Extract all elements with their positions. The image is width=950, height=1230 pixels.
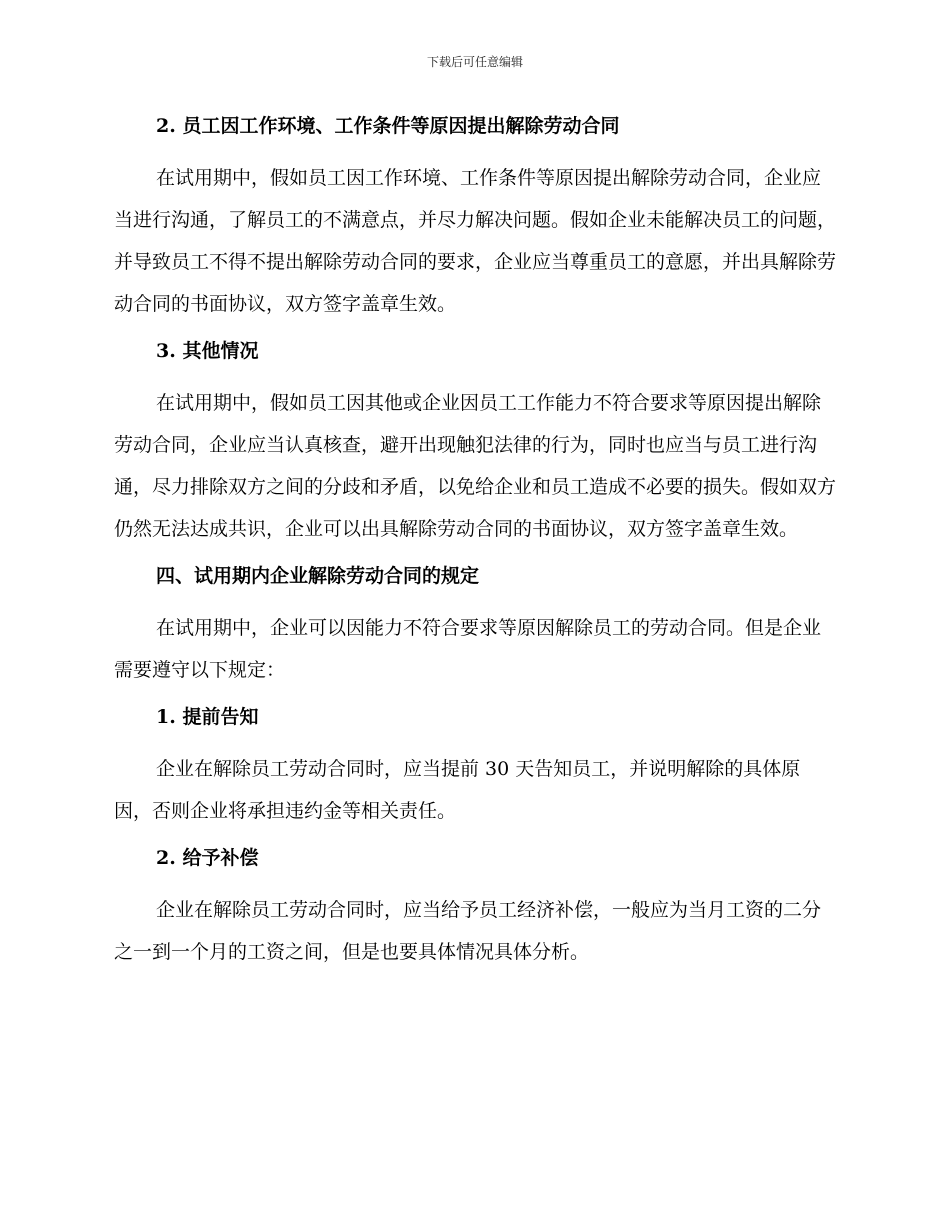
paragraph-advance-notice: 企业在解除员工劳动合同时，应当提前 30 天告知员工，并说明解除的具体原因，否则企业将承担违约金等相关责任。 [114,758,801,822]
section-heading-advance-notice: 1. 提前告知 [156,706,259,728]
paragraph-company-rules: 在试用期中，企业可以因能力不符合要求等原因解除员工的劳动合同。但是企业需要遵守以下规定： [114,617,822,681]
document-body [114,112,838,985]
paragraph-environment: 在试用期中，假如员工因工作环境、工作条件等原因提出解除劳动合同，企业应当进行沟通，了解员工的不满意点，并尽力解决问题。假如企业未能解决员工的问题，并导致员工不得不提出解除劳动合同的要求，企业应当尊重员工的意愿，并出具解除劳动合同的书面协议，双方签字盖章生效。 [114,167,837,315]
paragraph-other-cases: 在试用期中，假如员工因其他或企业因员工工作能力不符合要求等原因提出解除劳动合同，企业应当认真核查，避开出现触犯法律的行为，同时也应当与员工进行沟通，尽力排除双方之间的分歧和矛盾，以免给企业和员工造成不必要的损失。假如双方仍然无法达成共识，企业可以出具解除劳动合同的书面协议，双方签字盖章生效。 [114,392,837,540]
section-heading-compensation: 2. 给予补偿 [156,847,259,869]
section-heading-company-rules: 四、试用期内企业解除劳动合同的规定 [156,565,480,587]
section-heading-other-cases: 3. 其他情况 [156,340,259,362]
page-header: 下载后可任意编辑 [426,55,523,69]
paragraph-compensation: 企业在解除员工劳动合同时，应当给予员工经济补偿，一般应为当月工资的二分之一到一个月的工资之间，但是也要具体情况具体分析。 [114,899,822,963]
section-heading-contract-termination-environment: 2. 员工因工作环境、工作条件等原因提出解除劳动合同 [156,115,620,137]
